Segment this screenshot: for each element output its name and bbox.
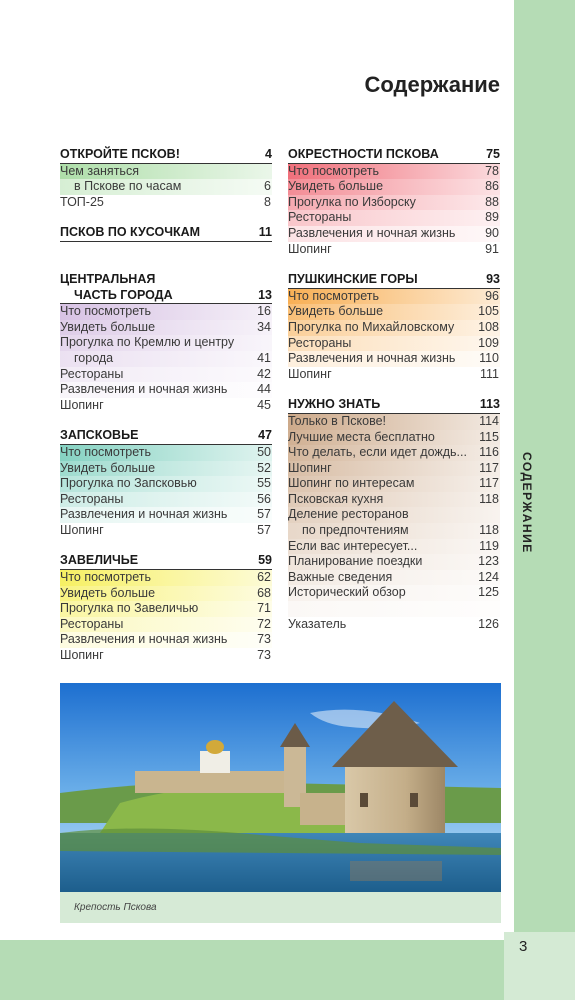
- toc-entry[interactable]: [288, 210, 500, 226]
- toc-entry[interactable]: [60, 648, 272, 664]
- toc-entry[interactable]: [288, 414, 500, 430]
- toc-entry-page: 114: [479, 413, 499, 428]
- toc-entry-label: Увидеть больше: [60, 585, 156, 600]
- toc-entry-label: Чем заняться: [60, 163, 139, 178]
- toc-entry-page: 109: [478, 335, 499, 350]
- toc-entry[interactable]: [60, 164, 272, 180]
- toc-entry-label: Исторический обзор: [288, 585, 406, 600]
- toc-entry-label: города: [74, 350, 114, 365]
- toc-section-heading[interactable]: [60, 225, 272, 242]
- toc-entry[interactable]: [60, 382, 272, 398]
- toc-entry-page: [499, 601, 500, 617]
- toc-entry[interactable]: [60, 601, 272, 617]
- toc-entry-label: Важные сведения: [288, 569, 393, 584]
- toc-entry-label: Шопинг: [60, 397, 104, 412]
- toc-entry-page: 119: [479, 538, 499, 553]
- toc-entry-label: Шопинг: [60, 522, 104, 537]
- toc-entry-label: Развлечения и ночная жизнь: [60, 382, 228, 397]
- toc-entry-label: по предпочтениям: [302, 523, 409, 538]
- toc-entry[interactable]: [288, 445, 500, 461]
- toc-entry[interactable]: [288, 476, 500, 492]
- toc-entry-page: 52: [257, 460, 271, 475]
- toc-section: [60, 553, 272, 663]
- section-title-line: НУЖНО ЗНАТЬ: [288, 397, 381, 412]
- toc-entry-page: 16: [257, 304, 271, 319]
- toc-entry-label: Развлечения и ночная жизнь: [288, 225, 456, 240]
- toc-section-heading[interactable]: [288, 397, 500, 414]
- toc-entry-label: Прогулка по Завеличью: [60, 601, 199, 616]
- toc-entry-page: 105: [478, 304, 499, 319]
- toc-entry-label: Увидеть больше: [60, 319, 156, 334]
- section-title-line: ПУШКИНСКИЕ ГОРЫ: [288, 272, 418, 287]
- toc-section: [288, 272, 500, 382]
- toc-entry-page: 91: [485, 241, 499, 256]
- section-title-line: ПСКОВ ПО КУСОЧКАМ: [60, 225, 201, 240]
- toc-entry-page: 118: [479, 523, 499, 538]
- toc-entry[interactable]: [288, 226, 500, 242]
- toc-entry-label: Шопинг: [60, 648, 104, 663]
- section-page-number: 75: [486, 147, 500, 161]
- section-page-number: 4: [265, 147, 272, 161]
- toc-entry-page: 96: [485, 288, 499, 303]
- toc-entry-page: 57: [257, 507, 271, 522]
- toc-entry-label: Если вас интересует...: [288, 538, 418, 553]
- toc-entry-label: Планирование поездки: [288, 554, 423, 569]
- toc-entry-label: Что посмотреть: [60, 570, 152, 585]
- section-title: [60, 147, 180, 163]
- toc-entry[interactable]: [60, 570, 272, 586]
- toc-entry-label: Рестораны: [60, 366, 124, 381]
- toc-entry[interactable]: [60, 320, 272, 336]
- toc-entry-label: Псковская кухня: [288, 491, 384, 506]
- toc-entry-label: ТОП-25: [60, 194, 104, 209]
- toc-entry-page: 90: [485, 225, 499, 240]
- page-number-box: [504, 932, 575, 1000]
- toc-section-heading[interactable]: [60, 272, 272, 304]
- toc-entry-label: Шопинг: [288, 241, 332, 256]
- toc-entry-page: 8: [264, 194, 271, 209]
- section-title-line: ЗАВЕЛИЧЬЕ: [60, 553, 139, 568]
- section-title: [60, 272, 173, 303]
- bottom-color-bar: [0, 940, 504, 1000]
- toc-entry[interactable]: [288, 554, 500, 570]
- section-title-line: ЗАПСКОВЬЕ: [60, 428, 139, 443]
- toc-entry[interactable]: [60, 586, 272, 602]
- toc-entry-page: 50: [257, 444, 271, 459]
- toc-entry-label: Шопинг: [288, 460, 332, 475]
- section-title-line: ОКРЕСТНОСТИ ПСКОВА: [288, 147, 439, 161]
- toc-section: [60, 225, 272, 242]
- toc-entry-page: 117: [479, 476, 499, 491]
- toc-section: [60, 147, 272, 210]
- toc-entry-label: Развлечения и ночная жизнь: [60, 632, 228, 647]
- toc-entry[interactable]: [60, 523, 272, 539]
- toc-entry-label: в Пскове по часам: [74, 179, 182, 194]
- toc-section: [288, 397, 500, 632]
- toc-entry[interactable]: [60, 617, 272, 633]
- toc-entry[interactable]: [60, 367, 272, 383]
- toc-section: [288, 147, 500, 257]
- side-section-label: СОДЕРЖАНИЕ: [520, 452, 534, 554]
- toc-entry-page: 126: [478, 616, 499, 631]
- toc-entry-label: Деление ресторанов: [288, 507, 409, 522]
- toc-entry[interactable]: [288, 195, 500, 211]
- toc-entry-page: 6: [264, 179, 271, 194]
- toc-left-column: [60, 147, 272, 679]
- section-page-number: 13: [258, 287, 272, 302]
- toc-entry-page: 55: [257, 476, 271, 491]
- toc-entry-page: 89: [485, 210, 499, 225]
- toc-entry-page: 34: [257, 319, 271, 334]
- toc-entry[interactable]: [288, 179, 500, 195]
- toc-entry: [288, 601, 500, 617]
- page-title: Содержание: [364, 72, 500, 97]
- toc-entry-page: 110: [479, 351, 499, 366]
- toc-entry[interactable]: [288, 507, 500, 523]
- toc-entry[interactable]: [288, 304, 500, 320]
- toc-entry[interactable]: [288, 336, 500, 352]
- toc-entry[interactable]: [60, 461, 272, 477]
- toc-entry-page: 71: [257, 601, 271, 616]
- toc-entry-page: 125: [478, 585, 499, 600]
- section-title-line: ОТКРОЙТЕ ПСКОВ!: [60, 147, 180, 161]
- toc-entry[interactable]: [60, 351, 272, 367]
- toc-entry-page: 57: [257, 522, 271, 537]
- toc-entry[interactable]: [60, 179, 272, 195]
- section-title: [288, 272, 418, 288]
- toc-entry-page: 78: [485, 163, 499, 178]
- toc-entry[interactable]: [60, 476, 272, 492]
- section-title: [60, 428, 138, 444]
- section-page-number: 113: [479, 397, 500, 412]
- toc-entry-label: Шопинг: [288, 366, 332, 381]
- toc-entry-page: 111: [479, 366, 499, 381]
- toc-entry-page: 42: [257, 366, 271, 381]
- toc-entry-label: Что посмотреть: [288, 163, 380, 178]
- section-title: [288, 147, 439, 163]
- toc-entry[interactable]: [60, 445, 272, 461]
- fortress-illustration: [60, 683, 501, 892]
- toc-entry-page: [271, 164, 272, 180]
- toc-entry-label: Увидеть больше: [288, 179, 384, 194]
- toc-entry-page: 117: [479, 460, 499, 475]
- toc-entry-page: 118: [479, 491, 499, 506]
- toc-entry[interactable]: [288, 617, 500, 633]
- toc-entry-page: 68: [257, 585, 271, 600]
- toc-entry-label: Рестораны: [60, 616, 124, 631]
- toc-entry[interactable]: [60, 195, 272, 211]
- toc-entry-page: 116: [479, 445, 499, 460]
- toc-entry[interactable]: [60, 304, 272, 320]
- toc-entry[interactable]: [60, 492, 272, 508]
- toc-entry[interactable]: [288, 430, 500, 446]
- toc-entry-page: 108: [478, 319, 499, 334]
- toc-entry-page: 123: [478, 554, 499, 569]
- section-title: [288, 397, 380, 413]
- section-title-line: ЧАСТЬ ГОРОДА: [74, 287, 173, 302]
- toc-section-heading[interactable]: [60, 147, 272, 164]
- section-title: [60, 225, 200, 241]
- toc-entry-label: Рестораны: [288, 210, 352, 225]
- toc-entry-label: Что посмотреть: [60, 304, 152, 319]
- toc-entry-label: Развлечения и ночная жизнь: [288, 351, 456, 366]
- toc-section: [60, 272, 272, 413]
- toc-entry-page: 41: [257, 350, 271, 365]
- toc-entry-page: 86: [485, 179, 499, 194]
- section-page-number: 47: [258, 428, 272, 443]
- section-page-number: 93: [486, 272, 500, 287]
- toc-entry-label: Увидеть больше: [60, 460, 156, 475]
- toc-right-column: [288, 147, 500, 647]
- toc-entry-page: 115: [479, 429, 499, 444]
- toc-entry[interactable]: [288, 585, 500, 601]
- toc-entry-page: 56: [257, 491, 271, 506]
- toc-entry-page: 44: [257, 382, 271, 397]
- toc-entry-page: 73: [257, 648, 271, 663]
- toc-entry-label: Только в Пскове!: [288, 413, 387, 428]
- toc-section-heading[interactable]: [288, 272, 500, 289]
- toc-entry[interactable]: [60, 398, 272, 414]
- toc-entry[interactable]: [288, 351, 500, 367]
- toc-entry-label: Рестораны: [60, 491, 124, 506]
- toc-entry-label: Лучшие места бесплатно: [288, 429, 435, 444]
- toc-entry-page: [271, 335, 272, 351]
- toc-entry[interactable]: [288, 242, 500, 258]
- toc-entry-label: Прогулка по Изборску: [288, 194, 416, 209]
- toc-entry-label: Прогулка по Запсковью: [60, 476, 197, 491]
- toc-section-heading[interactable]: [288, 147, 500, 164]
- toc-section-heading[interactable]: [60, 428, 272, 445]
- toc-entry[interactable]: [288, 461, 500, 477]
- toc-entry-page: 62: [257, 570, 271, 585]
- toc-entry-page: 45: [257, 397, 271, 412]
- toc-entry-label: Рестораны: [288, 335, 352, 350]
- toc-section: [60, 428, 272, 538]
- toc-section-heading[interactable]: [60, 553, 272, 570]
- photo-frame: [60, 683, 501, 923]
- toc-entry-label: Указатель: [288, 616, 347, 631]
- toc-entry-label: Что посмотреть: [60, 444, 152, 459]
- photo-caption: Крепость Пскова: [74, 902, 157, 913]
- toc-entry[interactable]: [60, 632, 272, 648]
- toc-entry-page: 72: [257, 616, 271, 631]
- section-page-number: 59: [258, 553, 272, 568]
- toc-entry[interactable]: [288, 164, 500, 180]
- toc-entry-page: 88: [485, 194, 499, 209]
- section-page-number: 11: [258, 225, 272, 240]
- toc-entry-label: Прогулка по Михайловскому: [288, 319, 455, 334]
- toc-entry[interactable]: [60, 335, 272, 351]
- toc-entry-page: 124: [478, 569, 499, 584]
- toc-entry-label: Что делать, если идет дождь...: [288, 445, 467, 460]
- toc-entry-label: Шопинг по интересам: [288, 476, 415, 491]
- page-number: 3: [519, 938, 528, 955]
- toc-entry[interactable]: [288, 523, 500, 539]
- section-title: [60, 553, 138, 569]
- toc-entry-page: [499, 507, 500, 523]
- toc-entry[interactable]: [288, 539, 500, 555]
- toc-entry-label: Увидеть больше: [288, 304, 384, 319]
- toc-entry[interactable]: [288, 367, 500, 383]
- toc-entry-label: Развлечения и ночная жизнь: [60, 507, 228, 522]
- pskov-fortress-photo: [60, 683, 501, 892]
- toc-entry-label: Прогулка по Кремлю и центру: [60, 335, 235, 350]
- toc-entry[interactable]: [60, 507, 272, 523]
- toc-entry-page: 73: [257, 632, 271, 647]
- toc-entry[interactable]: [288, 570, 500, 586]
- toc-entry[interactable]: [288, 492, 500, 508]
- toc-entry[interactable]: [288, 320, 500, 336]
- toc-entry-label: Что посмотреть: [288, 288, 380, 303]
- section-title-line: ЦЕНТРАЛЬНАЯ: [60, 271, 156, 286]
- toc-entry[interactable]: [288, 289, 500, 305]
